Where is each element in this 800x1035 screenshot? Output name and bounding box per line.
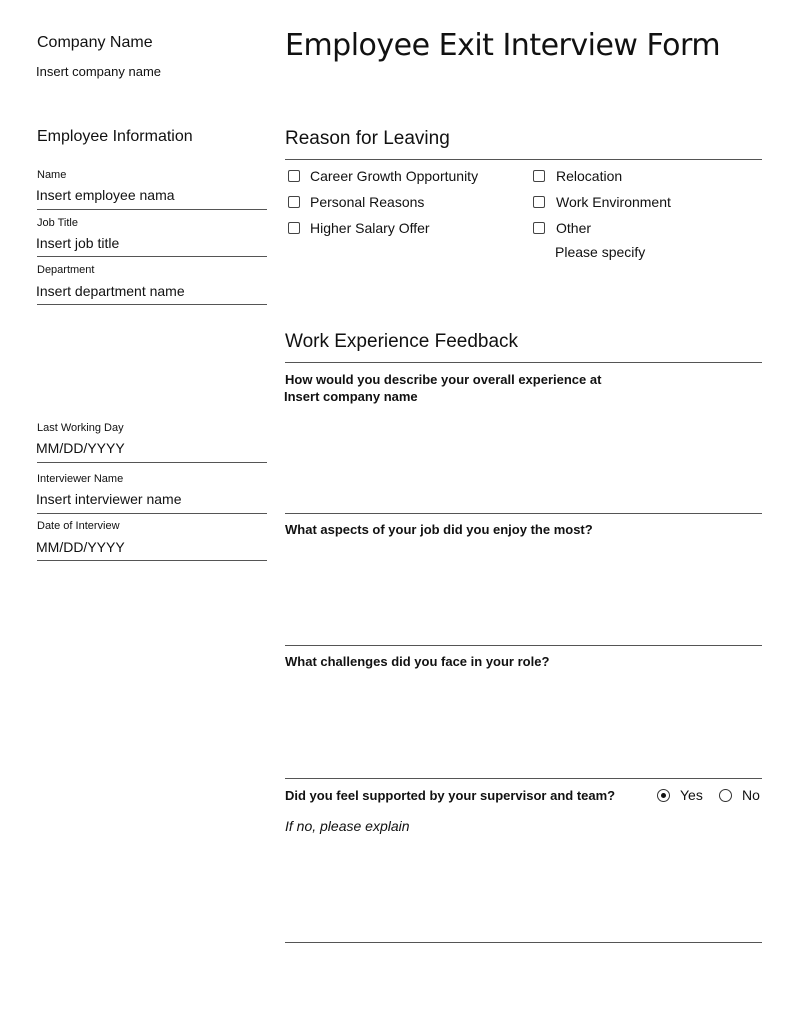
- other-checkbox[interactable]: [533, 222, 545, 234]
- relocation-checkbox[interactable]: [533, 170, 545, 182]
- higher-salary-checkbox[interactable]: [288, 222, 300, 234]
- answer-2-line[interactable]: [285, 645, 762, 646]
- name-label: Name: [37, 169, 67, 181]
- job-title-underline: [37, 256, 267, 257]
- relocation-label: Relocation: [556, 168, 623, 184]
- feedback-divider: [285, 362, 762, 363]
- job-title-field[interactable]: Insert job title: [36, 235, 120, 251]
- career-growth-label: Career Growth Opportunity: [310, 168, 479, 184]
- yes-label: Yes: [680, 787, 703, 803]
- work-environment-label: Work Environment: [556, 194, 671, 210]
- yes-radio[interactable]: [657, 789, 670, 802]
- higher-salary-label: Higher Salary Offer: [310, 220, 430, 236]
- company-name-label: Company Name: [37, 34, 153, 51]
- reason-divider: [285, 159, 762, 160]
- other-label: Other: [556, 220, 592, 236]
- question-supported: Did you feel supported by your supervisor and team?: [285, 788, 616, 803]
- department-underline: [37, 304, 267, 305]
- work-environment-checkbox[interactable]: [533, 196, 545, 208]
- explain-prompt: If no, please explain: [285, 818, 410, 834]
- last-working-day-label: Last Working Day: [37, 422, 124, 434]
- question-company-name: Insert company name: [284, 389, 418, 404]
- company-name-input[interactable]: Insert company name: [36, 64, 162, 79]
- personal-reasons-checkbox[interactable]: [288, 196, 300, 208]
- answer-4-line[interactable]: [285, 942, 762, 943]
- last-working-day-underline: [37, 462, 267, 463]
- no-radio[interactable]: [719, 789, 732, 802]
- department-field[interactable]: Insert department name: [36, 283, 185, 299]
- answer-3-line[interactable]: [285, 778, 762, 779]
- interviewer-name-underline: [37, 513, 267, 514]
- page-title: Employee Exit Interview Form: [285, 28, 721, 63]
- job-title-label: Job Title: [37, 217, 78, 229]
- interview-date-underline: [37, 560, 267, 561]
- reason-heading: Reason for Leaving: [285, 128, 450, 149]
- name-field[interactable]: Insert employee nama: [36, 187, 175, 203]
- employee-info-heading: Employee Information: [37, 128, 193, 145]
- interviewer-name-label: Interviewer Name: [37, 473, 124, 485]
- answer-1-line[interactable]: [285, 513, 762, 514]
- question-challenges: What challenges did you face in your role?: [285, 654, 550, 669]
- no-label: No: [742, 787, 760, 803]
- question-enjoy-most: What aspects of your job did you enjoy the most?: [285, 522, 593, 537]
- interviewer-name-field[interactable]: Insert interviewer name: [36, 491, 182, 507]
- name-underline: [37, 209, 267, 210]
- interview-date-field[interactable]: MM/DD/YYYY: [36, 539, 125, 555]
- feedback-heading: Work Experience Feedback: [285, 331, 519, 352]
- other-specify-field[interactable]: Please specify: [555, 244, 646, 260]
- personal-reasons-label: Personal Reasons: [310, 194, 425, 210]
- department-label: Department: [37, 264, 95, 276]
- question-overall-experience: How would you describe your overall experience at: [285, 372, 602, 387]
- interview-date-label: Date of Interview: [37, 520, 120, 532]
- last-working-day-field[interactable]: MM/DD/YYYY: [36, 440, 125, 456]
- career-growth-checkbox[interactable]: [288, 170, 300, 182]
